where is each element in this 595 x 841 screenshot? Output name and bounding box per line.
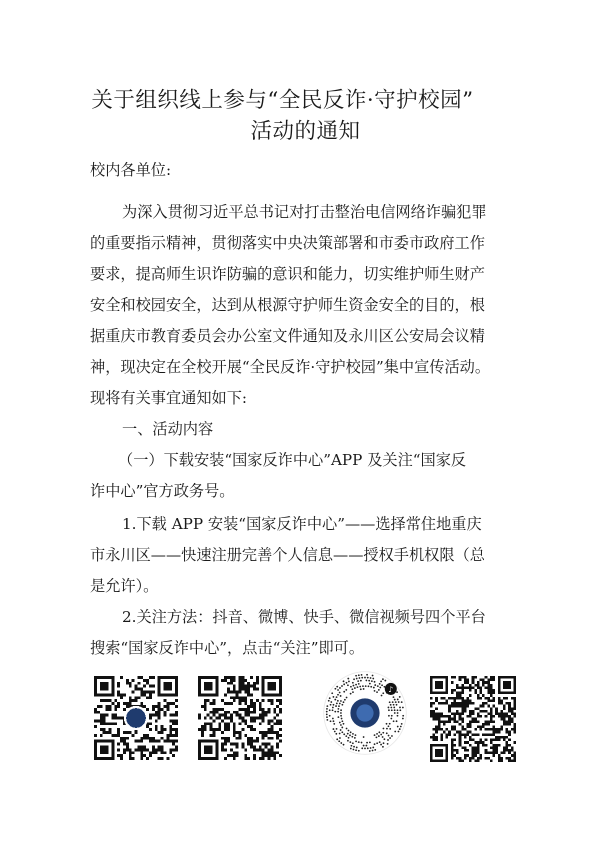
- paragraph-line: 1.下载 APP 安装“国家反诈中心”——选择常住地重庆: [122, 515, 482, 533]
- paragraph-line: 诈中心”官方政务号。: [90, 482, 235, 500]
- paragraph-line: 搜索“国家反诈中心”，点击“关注”即可。: [90, 639, 365, 657]
- section-heading: 一、活动内容: [122, 420, 214, 438]
- paragraph-line: 为深入贯彻习近平总书记对打击整治电信网络诈骗犯罪: [122, 203, 487, 221]
- paragraph-line: 据重庆市教育委员会办公室文件通知及永川区公安局会议精: [90, 327, 485, 345]
- paragraph-line: 是允许）。: [90, 577, 159, 595]
- paragraph-line: （一）下载安装“国家反诈中心”APP 及关注“国家反: [118, 451, 467, 469]
- qr-code-icon: [94, 676, 178, 760]
- paragraph-line: 2.关注方法：抖音、微博、快手、微信视频号四个平台: [122, 608, 486, 626]
- round-qr-code-icon: [322, 670, 408, 756]
- svg-text:♪: ♪: [388, 684, 394, 694]
- paragraph-line: 现将有关事宜通知如下:: [90, 389, 247, 407]
- paragraph-line: 要求，提高师生识诈防骗的意识和能力，切实维护师生财产: [90, 265, 485, 283]
- paragraph-line: 的重要指示精神，贯彻落实中央决策部署和市委市政府工作: [90, 234, 485, 252]
- paragraph-line: 安全和校园安全，达到从根源守护师生资金安全的目的，根: [90, 296, 485, 314]
- paragraph-line: 神，现决定在全校开展“全民反诈·守护校园”集中宣传活动。: [90, 358, 491, 376]
- salutation: 校内各单位:: [90, 161, 172, 179]
- qr-code-icon: [198, 676, 282, 760]
- notice-title-line-2: 活动的通知: [250, 119, 361, 144]
- notice-title-line-1: 关于组织线上参与“全民反诈·守护校园”: [91, 88, 474, 113]
- paragraph-line: 市永川区——快速注册完善个人信息——授权手机权限（总: [90, 546, 485, 564]
- qr-code-icon: [430, 676, 516, 762]
